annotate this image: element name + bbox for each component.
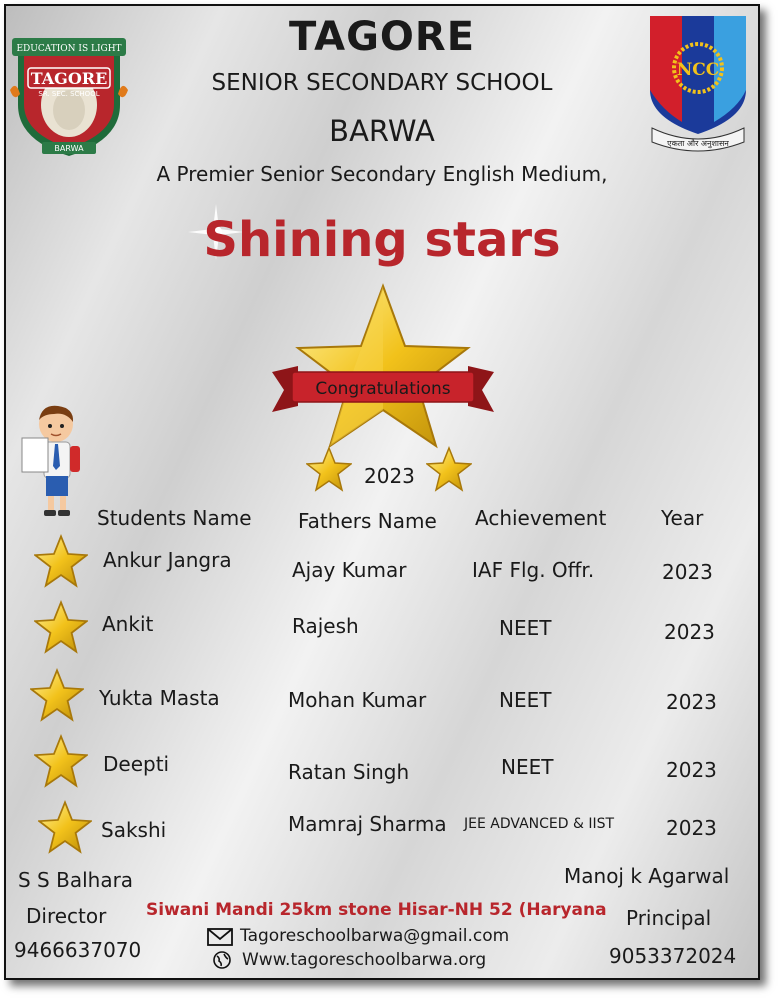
achievement-cell: NEET bbox=[499, 688, 552, 712]
year-cell: 2023 bbox=[666, 816, 717, 840]
row-star-icon bbox=[34, 600, 88, 654]
student-name-cell: Deepti bbox=[103, 752, 170, 776]
header-students-name: Students Name bbox=[97, 506, 252, 530]
logo-sub: SR. SEC. SCHOOL bbox=[38, 90, 100, 98]
year-cell: 2023 bbox=[666, 690, 717, 714]
logo-name: TAGORE bbox=[30, 69, 108, 88]
headline: Shining stars bbox=[203, 212, 561, 268]
school-name: TAGORE bbox=[288, 14, 476, 60]
father-name-cell: Ratan Singh bbox=[288, 760, 410, 784]
small-star-icon bbox=[306, 446, 352, 492]
father-name-cell: Mamraj Sharma bbox=[288, 812, 447, 836]
student-name-cell: Ankur Jangra bbox=[103, 548, 232, 572]
school-type: SENIOR SECONDARY SCHOOL bbox=[211, 70, 553, 96]
envelope-icon bbox=[206, 926, 234, 948]
student-name-cell: Ankit bbox=[102, 612, 154, 636]
achievement-cell: NEET bbox=[501, 755, 554, 779]
father-name-cell: Mohan Kumar bbox=[288, 688, 427, 712]
small-star-icon bbox=[426, 446, 472, 492]
student-cartoon bbox=[20, 404, 86, 522]
logo-place: BARWA bbox=[54, 144, 84, 153]
website-link[interactable]: Www.tagoreschoolbarwa.org bbox=[242, 950, 487, 970]
student-name-cell: Yukta Masta bbox=[99, 686, 220, 710]
row-star-icon bbox=[38, 800, 92, 854]
director-phone: 9466637070 bbox=[14, 938, 142, 962]
ribbon-text: Congratulations bbox=[315, 379, 451, 399]
school-place: BARWA bbox=[329, 114, 435, 148]
header-achievement: Achievement bbox=[475, 506, 607, 530]
ncc-motto: एकता और अनुशासन bbox=[667, 139, 729, 148]
globe-icon bbox=[212, 950, 232, 970]
row-star-icon bbox=[34, 534, 88, 588]
father-name-cell: Ajay Kumar bbox=[292, 558, 407, 582]
father-name-cell: Rajesh bbox=[292, 614, 359, 638]
header-fathers-name: Fathers Name bbox=[298, 509, 437, 533]
header-year: Year bbox=[661, 506, 704, 530]
email-link[interactable]: Tagoreschoolbarwa@gmail.com bbox=[240, 926, 510, 946]
row-star-icon bbox=[34, 734, 88, 788]
year-cell: 2023 bbox=[666, 758, 717, 782]
year-cell: 2023 bbox=[662, 560, 713, 584]
year-badge: 2023 bbox=[364, 464, 415, 488]
achievement-cell: IAF Flg. Offr. bbox=[472, 558, 595, 582]
poster bbox=[4, 4, 760, 980]
principal-phone: 9053372024 bbox=[609, 944, 737, 968]
principal-name: Manoj k Agarwal bbox=[564, 864, 730, 888]
achievement-cell: NEET bbox=[499, 616, 552, 640]
year-cell: 2023 bbox=[664, 620, 715, 644]
director-title: Director bbox=[26, 904, 107, 928]
logo-banner: EDUCATION IS LIGHT bbox=[16, 44, 122, 54]
principal-title: Principal bbox=[626, 906, 712, 930]
gold-star-emblem bbox=[268, 280, 498, 450]
achievement-cell: JEE ADVANCED & IIST bbox=[464, 816, 615, 832]
student-name-cell: Sakshi bbox=[101, 818, 167, 842]
director-name: S S Balhara bbox=[18, 868, 134, 892]
school-tagline: A Premier Senior Secondary English Medium, bbox=[156, 162, 608, 186]
row-star-icon bbox=[30, 668, 84, 722]
ncc-text: NCC bbox=[676, 60, 720, 80]
school-address: Siwani Mandi 25km stone Hisar-NH 52 (Haryana bbox=[146, 900, 607, 920]
